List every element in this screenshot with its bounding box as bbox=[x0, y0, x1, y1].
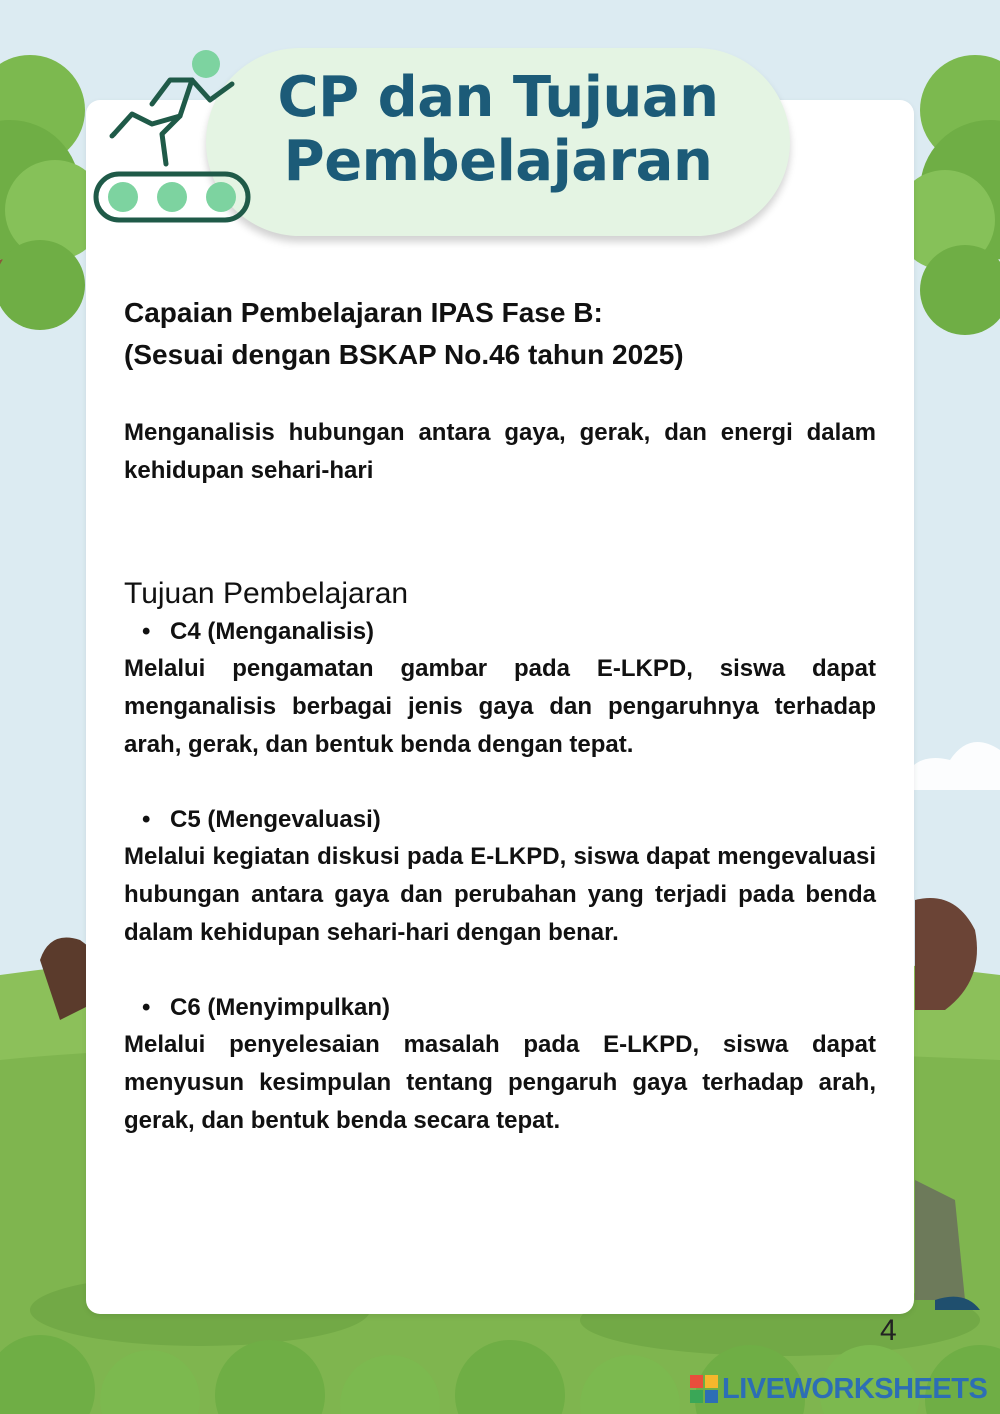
tujuan-item-label: C4 (Menganalisis) bbox=[170, 618, 375, 645]
bullet-line bbox=[124, 802, 876, 838]
page-title-line-2: Pembelajaran bbox=[283, 129, 713, 194]
page-title bbox=[206, 66, 790, 194]
main-content bbox=[124, 292, 876, 1140]
liveworksheets-logo-icon bbox=[690, 1375, 718, 1403]
cp-heading bbox=[124, 292, 876, 376]
bullet-icon: • bbox=[142, 618, 151, 645]
page-number: 4 bbox=[880, 1314, 897, 1347]
cp-heading-line-2: (Sesuai dengan BSKAP No.46 tahun 2025) bbox=[124, 339, 684, 370]
bullet-icon: • bbox=[142, 994, 151, 1021]
liveworksheets-brand[interactable] bbox=[690, 1370, 990, 1408]
tujuan-item-c6 bbox=[124, 990, 876, 1140]
bullet-line bbox=[124, 990, 876, 1026]
bullet-line bbox=[124, 614, 876, 650]
tujuan-item-c4 bbox=[124, 614, 876, 764]
page-title-line-1: CP dan Tujuan bbox=[277, 65, 719, 130]
tujuan-item-label: C6 (Menyimpulkan) bbox=[170, 994, 391, 1021]
tujuan-item-text: Melalui pengamatan gambar pada E-LKPD, siswa dapat menganalisis berbagai jenis gaya dan pengaruhnya terhadap arah, gerak, dan bentuk benda dengan tepat. bbox=[124, 655, 876, 758]
treadmill-runner-icon bbox=[92, 44, 252, 224]
tujuan-item-text: Melalui kegiatan diskusi pada E-LKPD, siswa dapat mengevaluasi hubungan antara gaya dan perubahan yang terjadi pada benda dalam kehidupan sehari-hari dengan benar. bbox=[124, 843, 876, 946]
tujuan-item-text: Melalui penyelesaian masalah pada E-LKPD, siswa dapat menyusun kesimpulan tentang pengaruh gaya terhadap arah, gerak, dan bentuk benda secara tepat. bbox=[124, 1031, 876, 1134]
tujuan-heading: Tujuan Pembelajaran bbox=[124, 577, 409, 610]
tujuan-item-label: C5 (Mengevaluasi) bbox=[170, 806, 381, 833]
tujuan-item-c5 bbox=[124, 802, 876, 952]
brand-text: LIVEWORKSHEETS bbox=[722, 1372, 988, 1405]
cp-heading-line-1: Capaian Pembelajaran IPAS Fase B: bbox=[124, 297, 603, 328]
cp-body: Menganalisis hubungan antara gaya, gerak, dan energi dalam kehidupan sehari-hari bbox=[124, 419, 876, 484]
bullet-icon: • bbox=[142, 806, 151, 833]
